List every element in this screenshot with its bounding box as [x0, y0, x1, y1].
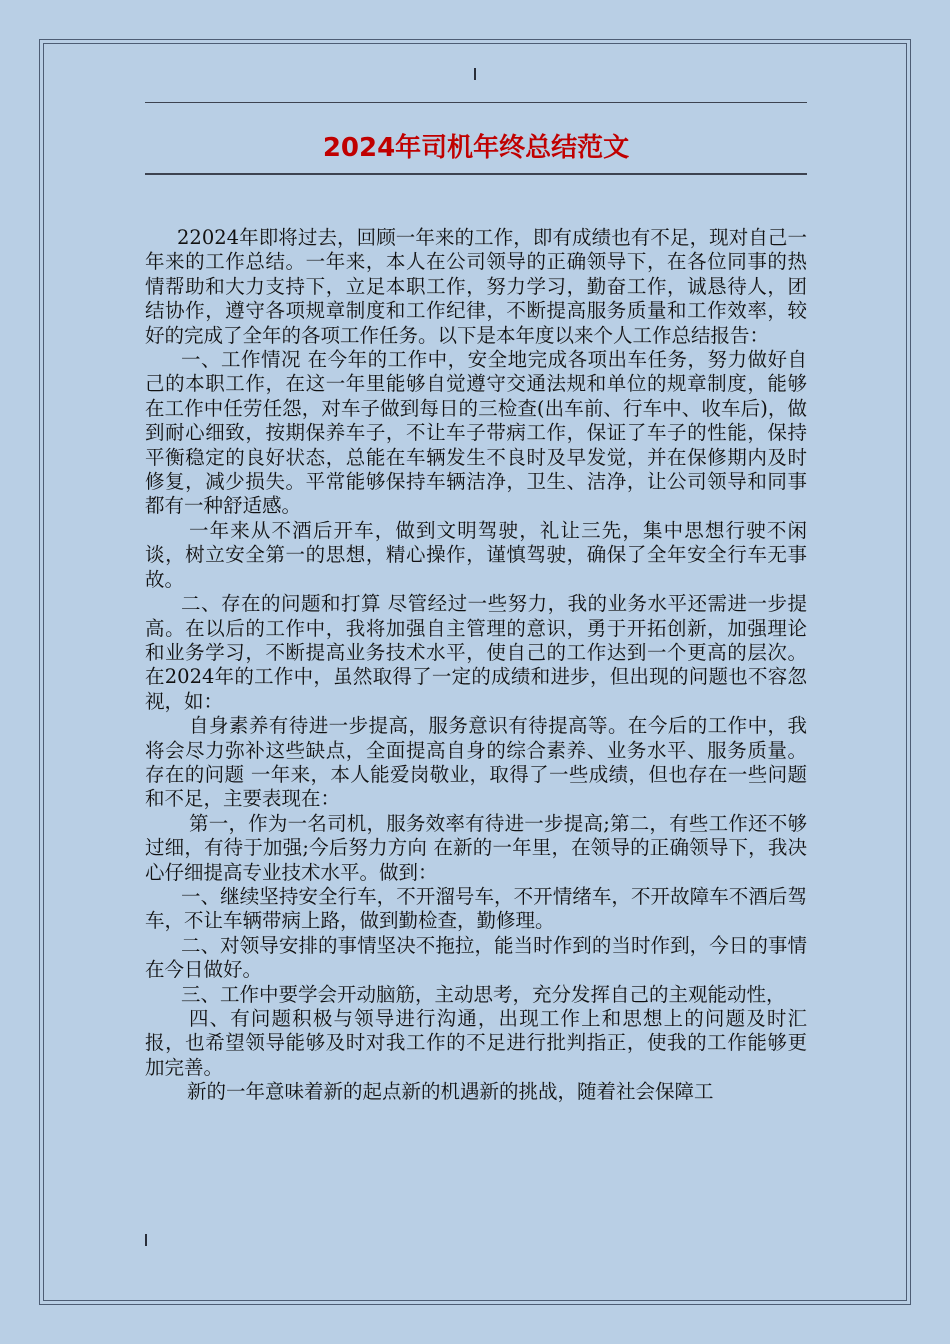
body-paragraph-8: 二、对领导安排的事情坚决不拖拉，能当时作到的当时作到，今日的事情在今日做好。 [145, 933, 807, 982]
body-paragraph-4: 二、存在的问题和打算 尽管经过一些努力，我的业务水平还需进一步提高。在以后的工作中，我将加强自主管理的意识，勇于开拓创新，加强理论和业务学习，不断提高业务技术水平，使自己的工作达到一个更高的层次。在2024年的工作中，虽然取得了一定的成绩和进步，但出现的问题也不容忽视，如： [145, 592, 807, 713]
body-paragraph-10: 四、有问题积极与领导进行沟通，出现工作上和思想上的问题及时汇报，也希望领导能够及时对我工作的不足进行批判指正，使我的工作能够更加完善。 [145, 1007, 807, 1079]
body-paragraph-7: 一、继续坚持安全行车，不开溜号车，不开情绪车，不开故障车不酒后驾车，不让车辆带病上路，做到勤检查，勤修理。 [145, 884, 807, 933]
document-body [145, 226, 807, 1105]
body-paragraph-11: 新的一年意味着新的起点新的机遇新的挑战，随着社会保障工 [187, 1080, 714, 1104]
body-paragraph-3: 一年来从不酒后开车，做到文明驾驶，礼让三先，集中思想行驶不闲谈，树立安全第一的思想，精心操作，谨慎驾驶，确保了全年安全行车无事故。 [145, 518, 807, 591]
body-paragraph-9: 三、工作中要学会开动脑筋，主动思考，充分发挥自己的主观能动性， [181, 982, 786, 1006]
document-title: 2024年司机年终总结范文 [322, 133, 630, 163]
body-paragraph-1: 22024年即将过去，回顾一年来的工作，即有成绩也有不足，现对自己一年来的工作总结。一年来，本人在公司领导的正确领导下，在各位同事的热情帮助和大力支持下，立足本职工作，努力学习，勤奋工作，诚恳待人，团结协作，遵守各项规章制度和工作纪律，不断提高服务质量和工作效率，较好的完成了全年的各项工作任务。以下是本年度以来个人工作总结报告： [145, 226, 807, 347]
title-rule [145, 173, 807, 175]
body-paragraph-5: 自身素养有待进一步提高，服务意识有待提高等。在今后的工作中，我将会尽力弥补这些缺点，全面提高自身的综合素养、业务水平、服务质量。存在的问题 一年来，本人能爱岗敬业，取得了一些成绩，但也存在一些问题和不足，主要表现在： [145, 714, 807, 811]
header-cursor-mark [474, 68, 476, 80]
footer-cursor-mark [145, 1234, 147, 1246]
body-paragraph-2: 一、工作情况 在今年的工作中，安全地完成各项出车任务，努力做好自己的本职工作，在这一年里能够自觉遵守交通法规和单位的规章制度，能够在工作中任劳任怨，对车子做到每日的三检查(出车前、行车中、收车后)，做到耐心细致，按期保养车子，不让车子带病工作，保证了车子的性能，保持平衡稳定的良好状态，总能在车辆发生不良时及早发觉，并在保修期内及时修复，减少损失。平常能够保持车辆洁净，卫生、洁净，让公司领导和同事都有一种舒适感。 [145, 348, 807, 518]
body-paragraph-6: 第一，作为一名司机，服务效率有待进一步提高;第二，有些工作还不够过细，有待于加强;今后努力方向 在新的一年里，在领导的正确领导下，我决心仔细提高专业技术水平。做到： [145, 811, 807, 884]
header-rule [145, 102, 807, 103]
